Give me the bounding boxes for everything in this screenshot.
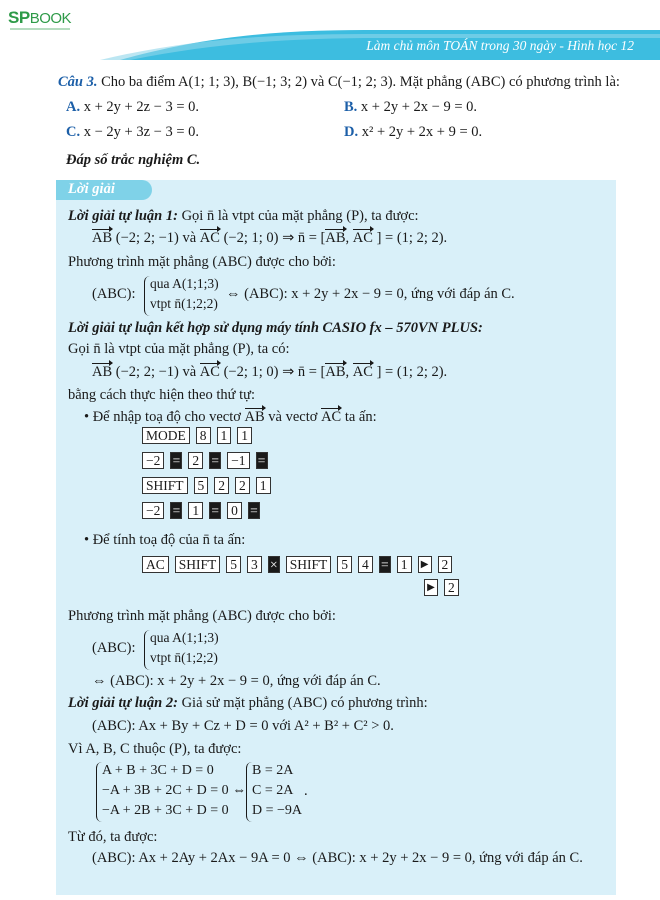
sys-dot: . <box>304 783 308 799</box>
sys-res-2: C = 2A <box>252 783 294 798</box>
question-text: Cho ba điểm A(1; 1; 3), B(−1; 3; 2) và C(−1; 2; 3). Mặt phẳng (ABC) có phương trình là: <box>101 74 620 90</box>
method1-result: ⇔ (ABC): x + 2y + 2x − 9 = 0, ứng với đáp án C. <box>226 286 515 302</box>
abc-label-1: (ABC): <box>92 286 136 302</box>
abc-label-2: (ABC): <box>92 640 136 656</box>
spbook-logo <box>8 8 71 28</box>
plane-given-2: Phương trình mặt phẳng (ABC) được cho bởi: <box>68 608 336 624</box>
casio-intro: Gọi n̄ là vtpt của mặt phẳng (P), ta có: <box>68 341 290 357</box>
method2-line: Lời giải tự luận 2: Giả sử mặt phẳng (ABC) có phương trình: <box>68 695 428 711</box>
question-label: Câu 3. <box>58 74 98 90</box>
sys-eq-2: −A + 3B + 2C + D = 0 ⇔ <box>102 783 247 798</box>
option-a: A. x + 2y + 2z − 3 = 0. <box>66 99 200 115</box>
solution-tab-label: Lời giải <box>68 181 115 197</box>
key-mode: MODE <box>142 427 190 444</box>
sys-vtpt-2: vtpt n̄(1;2;2) <box>150 650 218 665</box>
method1-vectors: AB (−2; 2; −1) và AC (−2; 1; 0) ⇒ n̄ = [AB, AC ] = (1; 2; 2). <box>92 230 448 246</box>
method2-result: (ABC): Ax + 2Ay + 2Ax − 9A = 0 ⇔ (ABC): x + 2y + 2x − 9 = 0, ứng với đáp án C. <box>92 850 583 866</box>
method1-line: Lời giải tự luận 1: Gọi n̄ là vtpt của mặt phẳng (P), ta được: <box>68 208 419 224</box>
keys-row-6: ▶ 2 <box>424 579 465 596</box>
keys-row-4: −2 = 1 = 0 = <box>142 502 266 519</box>
bullet-1: • Để nhập toạ độ cho vectơ AB và vectơ AC ta ấn: <box>84 409 377 425</box>
sys-vtpt-1: vtpt n̄(1;2;2) <box>150 296 218 311</box>
casio-steps: bằng cách thực hiện theo thứ tự: <box>68 387 256 403</box>
casio-result: ⇔ (ABC): x + 2y + 2x − 9 = 0, ứng với đáp án C. <box>92 673 381 689</box>
casio-title: Lời giải tự luận kết hợp sử dụng máy tính CASIO fx – 570VN PLUS: <box>68 320 483 336</box>
method2-points: Vì A, B, C thuộc (P), ta được: <box>68 741 242 757</box>
method2-general: (ABC): Ax + By + Cz + D = 0 với A² + B² + C² > 0. <box>92 718 394 734</box>
from-there: Từ đó, ta được: <box>68 829 158 845</box>
plane-given-1: Phương trình mặt phẳng (ABC) được cho bởi: <box>68 254 336 270</box>
sys-eq-1: A + B + 3C + D = 0 <box>102 763 214 778</box>
header-title: Làm chủ môn TOÁN trong 30 ngày - Hình học 12 <box>366 38 634 53</box>
bullet-2: • Để tính toạ độ của n̄ ta ấn: <box>84 532 246 548</box>
keys-row-2: −2 = 2 = −1 = <box>142 452 274 469</box>
page-header <box>0 0 660 62</box>
logo-book-text: BOOK <box>29 10 72 27</box>
sys-qua-2: qua A(1;1;3) <box>150 630 219 645</box>
sys-res-3: D = −9A <box>252 803 303 818</box>
keys-row-5: AC SHIFT 5 3 × SHIFT 5 4 = 1 ▶ 2 <box>142 556 458 573</box>
keys-row-1: MODE 8 1 1 <box>142 427 258 444</box>
answer-label: Đáp số trắc nghiệm C. <box>66 152 201 168</box>
sys-qua-1: qua A(1;1;3) <box>150 276 219 291</box>
option-b: B. x + 2y + 2x − 9 = 0. <box>344 99 478 115</box>
logo-sp-text: SP <box>8 8 30 27</box>
option-c: C. x − 2y + 3z − 3 = 0. <box>66 124 200 140</box>
sys-eq-3: −A + 2B + 3C + D = 0 <box>102 803 229 818</box>
keys-row-3: SHIFT 5 2 2 1 <box>142 477 277 494</box>
option-d: D. x² + 2y + 2x + 9 = 0. <box>344 124 483 140</box>
question-line <box>58 74 620 91</box>
casio-vectors: AB (−2; 2; −1) và AC (−2; 1; 0) ⇒ n̄ = [AB, AC ] = (1; 2; 2). <box>92 364 448 380</box>
sys-res-1: B = 2A <box>252 763 294 778</box>
